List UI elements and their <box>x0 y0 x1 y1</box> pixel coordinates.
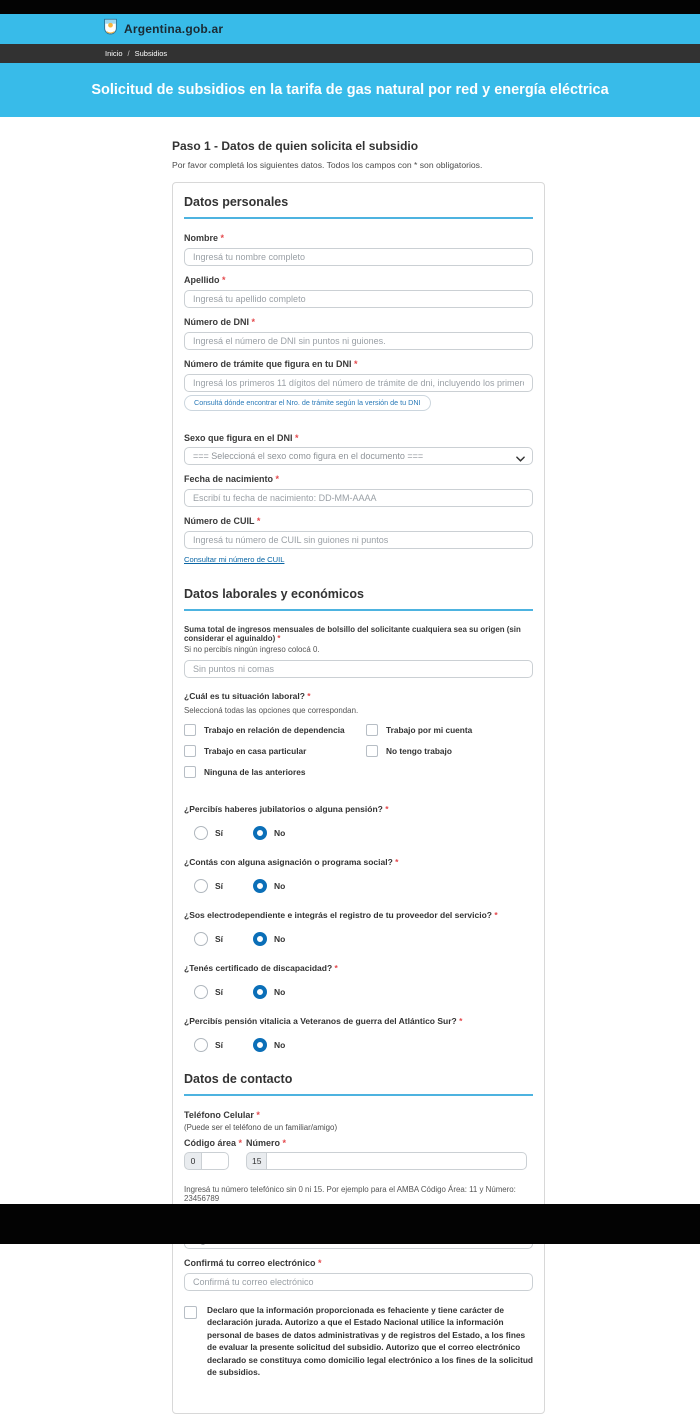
required-asterisk: * <box>251 317 256 327</box>
telefono-note: (Puede ser el teléfono de un familiar/amigo) <box>184 1123 338 1132</box>
required-asterisk: * <box>256 1110 260 1120</box>
radio-electrodependiente-si[interactable]: Sí <box>194 932 223 946</box>
radio-icon-unselected <box>194 879 208 893</box>
question-veteranos: ¿Percibís pensión vitalicia a Veteranos de guerra del Atlántico Sur? * Sí No <box>184 1016 463 1050</box>
nacimiento-label: Fecha de nacimiento * <box>184 474 280 484</box>
section-title-contacto: Datos de contacto <box>184 1072 533 1096</box>
ingresos-help: Si no percibís ningún ingreso colocá 0. <box>184 645 320 654</box>
tramite-input[interactable] <box>184 374 533 392</box>
dni-input[interactable] <box>184 332 533 350</box>
nacimiento-input[interactable] <box>184 489 533 507</box>
field-telefono <box>184 1110 533 1203</box>
field-ingresos <box>184 625 533 678</box>
step-title: Paso 1 - Datos de quien solicita el subsidio <box>172 139 419 153</box>
sexo-label: Sexo que figura en el DNI * <box>184 433 299 443</box>
required-asterisk: * <box>459 1016 463 1026</box>
bottom-black-bar <box>0 1204 700 1244</box>
question-discapacidad: ¿Tenés certificado de discapacidad? * Sí No <box>184 963 338 997</box>
breadcrumb <box>0 44 700 63</box>
required-asterisk: * <box>238 1138 243 1148</box>
radio-asignacion-si[interactable]: Sí <box>194 879 223 893</box>
numero-prefix: 15 <box>246 1152 266 1170</box>
situacion-help: Seleccioná todas las opciones que correspondan. <box>184 706 359 715</box>
required-asterisk: * <box>307 691 311 701</box>
radio-electrodependiente-no[interactable]: No <box>253 932 285 946</box>
field-tramite <box>184 359 533 424</box>
declaration-checkbox[interactable] <box>184 1306 197 1319</box>
required-asterisk: * <box>494 910 498 920</box>
radio-jubilacion-no[interactable]: No <box>253 826 285 840</box>
field-nacimiento <box>184 474 533 507</box>
required-asterisk: * <box>334 963 338 973</box>
apellido-input[interactable] <box>184 290 533 308</box>
radio-asignacion-no[interactable]: No <box>253 879 285 893</box>
radio-discapacidad-no[interactable]: No <box>253 985 285 999</box>
radio-icon-selected <box>253 932 267 946</box>
required-asterisk: * <box>295 433 299 443</box>
codigo-area-label: Código área * <box>184 1138 243 1148</box>
breadcrumb-separator: / <box>127 49 130 58</box>
checkbox-icon <box>366 745 378 757</box>
checkbox-trabajo-casa-particular[interactable]: Trabajo en casa particular <box>184 745 366 757</box>
field-dni <box>184 317 533 350</box>
brand-logo-link[interactable] <box>104 18 223 40</box>
nombre-input[interactable] <box>184 248 533 266</box>
cuil-help-link[interactable]: Consultar mi número de CUIL <box>184 555 285 564</box>
radio-icon-selected <box>253 985 267 999</box>
email-confirm-label: Confirmá tu correo electrónico * <box>184 1258 322 1268</box>
telefono-label: Teléfono Celular * <box>184 1110 260 1120</box>
checkbox-trabajo-cuenta-propia[interactable]: Trabajo por mi cuenta <box>366 724 533 736</box>
field-email-confirm <box>184 1258 533 1291</box>
cuil-label: Número de CUIL * <box>184 516 261 526</box>
situacion-options <box>184 724 533 778</box>
dni-label: Número de DNI * <box>184 317 256 327</box>
telefono-help: Ingresá tu número telefónico sin 0 ni 15. Por ejemplo para el AMBA Código Área: 11 y Número: 23456789 <box>184 1185 516 1203</box>
required-asterisk: * <box>220 233 225 243</box>
tramite-label: Número de trámite que figura en tu DNI * <box>184 359 358 369</box>
breadcrumb-home-link[interactable]: Inicio <box>105 49 123 58</box>
page-title: Solicitud de subsidios en la tarifa de gas natural por red y energía eléctrica <box>91 82 609 98</box>
required-asterisk: * <box>354 359 358 369</box>
numero-label: Número * <box>246 1138 287 1148</box>
question-asignacion: ¿Contás con alguna asignación o programa social? * Sí No <box>184 857 399 891</box>
cuil-input[interactable] <box>184 531 533 549</box>
radio-icon-unselected <box>194 932 208 946</box>
field-cuil <box>184 516 533 567</box>
field-situacion-laboral <box>184 691 533 778</box>
ingresos-input[interactable] <box>184 660 533 678</box>
radio-icon-unselected <box>194 985 208 999</box>
section-title-laboral: Datos laborales y económicos <box>184 587 533 611</box>
apellido-label: Apellido * <box>184 275 226 285</box>
checkbox-no-tengo-trabajo[interactable]: No tengo trabajo <box>366 745 533 757</box>
declaration-row <box>184 1304 533 1379</box>
required-asterisk: * <box>385 804 389 814</box>
codigo-area-group <box>184 1152 229 1170</box>
question-jubilacion: ¿Percibís haberes jubilatorios o alguna pensión? * Sí No <box>184 804 389 838</box>
radio-veteranos-no[interactable]: No <box>253 1038 285 1052</box>
email-confirm-input[interactable] <box>184 1273 533 1291</box>
tramite-help-button[interactable]: Consultá dónde encontrar el Nro. de trámite según la versión de tu DNI <box>184 395 431 411</box>
brand-name: Argentina.gob.ar <box>124 22 224 36</box>
checkbox-trabajo-dependencia[interactable]: Trabajo en relación de dependencia <box>184 724 366 736</box>
sexo-select-value: === Seleccioná el sexo como figura en el documento === <box>193 451 424 461</box>
required-asterisk: * <box>395 857 399 867</box>
numero-input[interactable] <box>266 1152 527 1170</box>
required-asterisk: * <box>275 474 280 484</box>
radio-icon-selected <box>253 879 267 893</box>
field-apellido <box>184 275 533 308</box>
required-asterisk: * <box>282 1138 287 1148</box>
situacion-label: ¿Cuál es tu situación laboral? * <box>184 691 311 701</box>
argentina-coat-of-arms-icon <box>104 18 117 40</box>
site-header <box>0 14 700 44</box>
radio-jubilacion-si[interactable]: Sí <box>194 826 223 840</box>
codigo-area-input[interactable] <box>201 1152 229 1170</box>
nombre-label: Nombre * <box>184 233 225 243</box>
radio-veteranos-si[interactable]: Sí <box>194 1038 223 1052</box>
declaration-text: Declaro que la información proporcionada es fehaciente y tiene carácter de declaración jurada. Autorizo a que el Estado Nacional utilice la información personal de bases de datos administrativas y de registros del Estado, a los fines de evaluar la presente solicitud del subsidio. Autorizo que el correo electrónico declarado se constituya como domicilio legal electrónico a los fines de la solicitud de subsidios. <box>207 1305 533 1378</box>
sexo-select[interactable] <box>184 447 533 465</box>
top-black-bar <box>0 0 700 14</box>
ingresos-label: Suma total de ingresos mensuales de bolsillo del solicitante cualquiera sea su origen (sin considerar el aguinaldo) * <box>184 625 521 643</box>
question-electrodependiente: ¿Sos electrodependiente e integrás el registro de tu proveedor del servicio? * Sí No <box>184 910 498 944</box>
numero-group <box>246 1152 527 1170</box>
checkbox-icon <box>184 766 196 778</box>
section-title-personal: Datos personales <box>184 195 533 219</box>
required-asterisk: * <box>277 634 281 643</box>
field-nombre <box>184 233 533 266</box>
page-banner <box>0 63 700 117</box>
field-sexo <box>184 433 533 465</box>
codigo-area-prefix: 0 <box>184 1152 201 1170</box>
breadcrumb-current: Subsidios <box>134 49 168 58</box>
chevron-down-icon <box>516 454 525 464</box>
checkbox-icon <box>366 724 378 736</box>
checkbox-icon <box>184 745 196 757</box>
radio-icon-selected <box>253 1038 267 1052</box>
radio-discapacidad-si[interactable]: Sí <box>194 985 223 999</box>
checkbox-ninguna-anteriores[interactable]: Ninguna de las anteriores <box>184 766 366 778</box>
checkbox-icon <box>184 724 196 736</box>
radio-icon-selected <box>253 826 267 840</box>
required-asterisk: * <box>318 1258 322 1268</box>
radio-icon-unselected <box>194 826 208 840</box>
step-subtitle: Por favor completá los siguientes datos. Todos los campos con * son obligatorios. <box>172 160 483 170</box>
required-asterisk: * <box>256 516 261 526</box>
required-asterisk: * <box>222 275 226 285</box>
radio-icon-unselected <box>194 1038 208 1052</box>
